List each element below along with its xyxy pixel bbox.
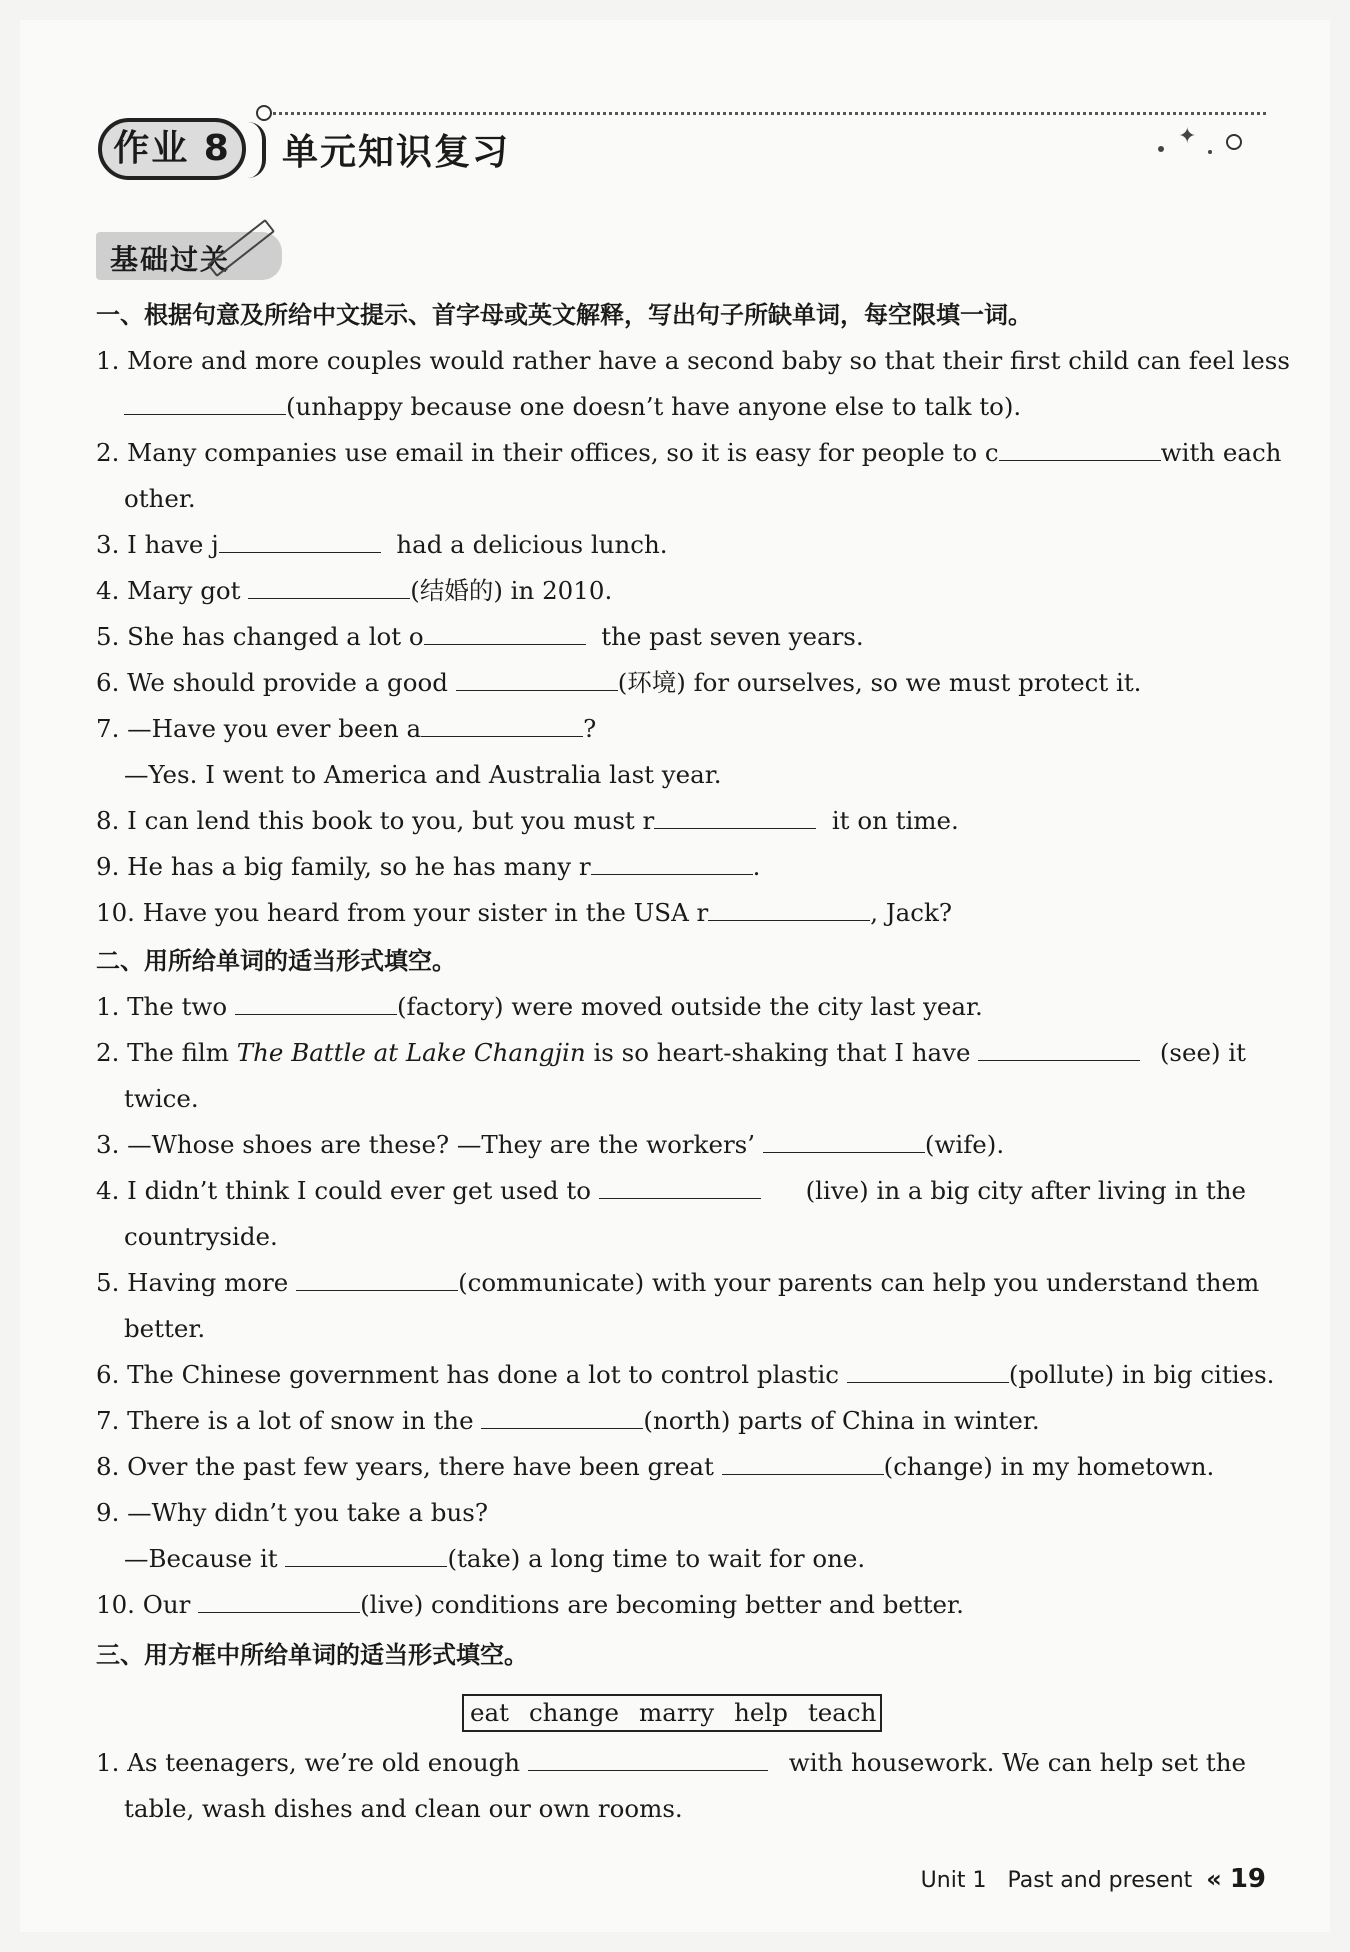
question: 10. Our (live) conditions are becoming better and better. (96, 1590, 964, 1619)
page-title: 单元知识复习 (282, 132, 511, 173)
footer-unit-title: Past and present (1007, 1868, 1193, 1893)
chevron-left-icon: « (1206, 1865, 1222, 1893)
question: 3. I have j had a delicious lunch. (96, 530, 668, 559)
section-tag-label: 基础过关 (110, 243, 231, 276)
assignment-badge: 作业 8 (98, 118, 246, 180)
word-option: change (528, 1698, 620, 1727)
question: 9. —Why didn’t you take a bus? (96, 1498, 488, 1527)
question: 6. The Chinese government has done a lot to control plastic (pollute) in big cities. (96, 1360, 1275, 1389)
header-dotted-line (266, 112, 1266, 115)
answer-blank[interactable] (528, 1748, 768, 1771)
answer-blank[interactable] (708, 898, 870, 921)
section-2-title: 二、用所给单词的适当形式填空。 (96, 947, 456, 975)
header-dot-decoration (1208, 150, 1212, 154)
page-footer (921, 1864, 1266, 1894)
answer-blank[interactable] (248, 576, 410, 599)
answer-blank[interactable] (591, 852, 753, 875)
answer-blank[interactable] (285, 1544, 447, 1567)
answer-blank[interactable] (424, 622, 586, 645)
question: (unhappy because one doesn’t have anyone else to talk to). (124, 390, 1021, 424)
answer-blank[interactable] (978, 1038, 1140, 1061)
question: 1. More and more couples would rather have a second baby so that their first child can feel less (96, 346, 1290, 375)
question: better. (124, 1314, 206, 1343)
question: 2. Many companies use email in their offices, so it is easy for people to c with each (96, 438, 1282, 467)
question: 6. We should provide a good (环境) for ourselves, so we must protect it. (96, 668, 1142, 697)
answer-blank[interactable] (124, 392, 286, 415)
word-option: marry (639, 1698, 715, 1727)
answer-blank[interactable] (421, 714, 583, 737)
answer-blank[interactable] (235, 992, 397, 1015)
answer-blank[interactable] (999, 438, 1161, 461)
question: —Because it (take) a long time to wait for one. (124, 1544, 866, 1573)
question: 5. She has changed a lot o the past seven years. (96, 622, 864, 651)
answer-blank[interactable] (198, 1590, 360, 1613)
answer-blank[interactable] (219, 530, 381, 553)
question: table, wash dishes and clean our own rooms. (124, 1794, 683, 1823)
sparkle-icon: ✦ (1178, 124, 1197, 149)
answer-blank[interactable] (763, 1130, 925, 1153)
section-1-title: 一、根据句意及所给中文提示、首字母或英文解释，写出句子所缺单词，每空限填一词。 (96, 301, 1032, 329)
question: 8. Over the past few years, there have been great (change) in my hometown. (96, 1452, 1215, 1481)
header-dot-decoration (1158, 146, 1164, 152)
header-circle-decoration (1226, 134, 1242, 150)
question: other. (124, 484, 196, 513)
question: —Yes. I went to America and Australia last year. (124, 760, 722, 789)
badge-bracket-decoration (248, 122, 266, 178)
question: 1. As teenagers, we’re old enough with housework. We can help set the (96, 1748, 1246, 1777)
answer-blank[interactable] (481, 1406, 643, 1429)
word-option: help (734, 1698, 788, 1727)
question: 8. I can lend this book to you, but you must r it on time. (96, 806, 959, 835)
question: 7. There is a lot of snow in the (north) parts of China in winter. (96, 1406, 1040, 1435)
answer-blank[interactable] (456, 668, 618, 691)
question: twice. (124, 1084, 199, 1113)
question: 10. Have you heard from your sister in the USA r , Jack? (96, 898, 952, 927)
question: 3. —Whose shoes are these? —They are the workers’ (wife). (96, 1130, 1005, 1159)
page-number: 19 (1229, 1864, 1266, 1894)
answer-blank[interactable] (296, 1268, 458, 1291)
question: 5. Having more (communicate) with your parents can help you understand them (96, 1268, 1260, 1297)
question: 4. Mary got (结婚的) in 2010. (96, 576, 613, 605)
answer-blank[interactable] (847, 1360, 1009, 1383)
word-option: teach (807, 1698, 877, 1727)
assignment-header (76, 94, 1256, 184)
answer-blank[interactable] (654, 806, 816, 829)
header-circle-decoration (256, 105, 272, 121)
question: 7. —Have you ever been a ? (96, 714, 597, 743)
word-option: eat (470, 1698, 509, 1727)
footer-unit: Unit 1 (920, 1868, 987, 1893)
word-box (462, 1694, 882, 1732)
question: 1. The two (factory) were moved outside the city last year. (96, 992, 983, 1021)
answer-blank[interactable] (599, 1176, 761, 1199)
question: countryside. (124, 1222, 278, 1251)
answer-blank[interactable] (722, 1452, 884, 1475)
section-3-title: 三、用方框中所给单词的适当形式填空。 (96, 1641, 528, 1669)
question: 2. The film The Battle at Lake Changjin is so heart-shaking that I have (see) it (96, 1038, 1246, 1067)
question: 9. He has a big family, so he has many r . (96, 852, 761, 881)
question: 4. I didn’t think I could ever get used to (live) in a big city after living in the (96, 1176, 1246, 1205)
